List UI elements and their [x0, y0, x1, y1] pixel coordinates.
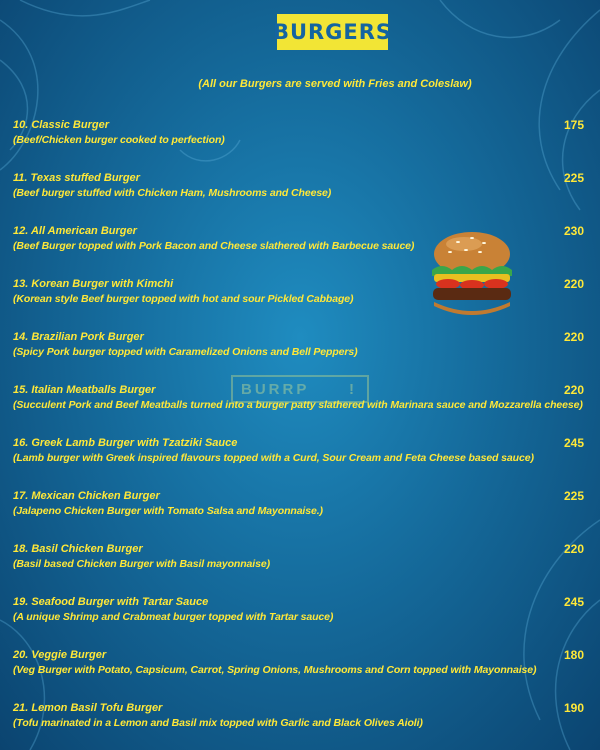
- item-name: 12. All American Burger: [13, 225, 137, 237]
- item-name: 18. Basil Chicken Burger: [13, 543, 143, 555]
- item-name: 16. Greek Lamb Burger with Tzatziki Sauce: [13, 437, 238, 449]
- menu-item: [13, 436, 588, 476]
- section-subtitle: (All our Burgers are served with Fries and Coleslaw): [198, 78, 472, 90]
- section-title: BURGERS: [272, 20, 393, 44]
- menu-item: [13, 277, 588, 317]
- menu-item: [13, 595, 588, 635]
- item-price: 225: [563, 489, 584, 503]
- menu-item: [13, 118, 588, 158]
- item-price: 175: [563, 118, 584, 132]
- menu-item: [13, 701, 588, 741]
- item-description: (Lamb burger with Greek inspired flavours topped with a Curd, Sour Cream and Feta Cheese based sauce): [13, 452, 534, 464]
- item-price: 220: [563, 383, 584, 397]
- item-price: 220: [563, 542, 584, 556]
- menu-item: [13, 542, 588, 582]
- item-price: 180: [563, 648, 584, 662]
- item-price: 220: [563, 277, 584, 291]
- item-description: (Beef burger stuffed with Chicken Ham, Mushrooms and Cheese): [13, 187, 332, 199]
- menu-item: [13, 648, 588, 688]
- section-title-box: [272, 14, 393, 50]
- item-name: 10. Classic Burger: [13, 119, 109, 131]
- menu-item: [13, 171, 588, 211]
- item-description: (Succulent Pork and Beef Meatballs turned into a burger patty slathered with Marinara sauce and Mozzarella cheese): [13, 399, 583, 411]
- item-description: (Beef Burger topped with Pork Bacon and Cheese slathered with Barbecue sauce): [13, 240, 415, 252]
- watermark-mark: !: [349, 380, 357, 398]
- menu-item: [13, 224, 588, 264]
- item-description: (Tofu marinated in a Lemon and Basil mix topped with Garlic and Black Olives Aioli): [13, 717, 423, 729]
- item-description: (Spicy Pork burger topped with Caramelized Onions and Bell Peppers): [13, 346, 358, 358]
- item-price: 225: [563, 171, 584, 185]
- item-name: 13. Korean Burger with Kimchi: [13, 278, 174, 290]
- watermark-text: BURRP: [241, 380, 310, 398]
- item-description: (Korean style Beef burger topped with hot and sour Pickled Cabbage): [13, 293, 354, 305]
- item-description: (Jalapeno Chicken Burger with Tomato Salsa and Mayonnaise.): [13, 505, 323, 517]
- menu-item: [13, 380, 588, 423]
- item-description: (Veg Burger with Potato, Capsicum, Carrot, Spring Onions, Mushrooms and Corn topped with Mayonnaise): [13, 664, 537, 676]
- menu-item: [13, 330, 588, 370]
- item-name: 17. Mexican Chicken Burger: [13, 490, 160, 502]
- item-description: (A unique Shrimp and Crabmeat burger topped with Tartar sauce): [13, 611, 334, 623]
- item-name: 15. Italian Meatballs Burger: [13, 384, 156, 396]
- item-price: 230: [563, 224, 584, 238]
- item-price: 245: [563, 436, 584, 450]
- item-name: 19. Seafood Burger with Tartar Sauce: [13, 596, 209, 608]
- item-name: 14. Brazilian Pork Burger: [13, 331, 144, 343]
- item-name: 21. Lemon Basil Tofu Burger: [13, 702, 163, 714]
- menu-item: [13, 489, 588, 529]
- item-description: (Basil based Chicken Burger with Basil mayonnaise): [13, 558, 270, 570]
- item-price: 245: [563, 595, 584, 609]
- item-name: 20. Veggie Burger: [13, 649, 107, 661]
- item-name: 11. Texas stuffed Burger: [13, 172, 140, 184]
- item-price: 190: [563, 701, 584, 715]
- item-price: 220: [563, 330, 584, 344]
- item-description: (Beef/Chicken burger cooked to perfection): [13, 134, 225, 146]
